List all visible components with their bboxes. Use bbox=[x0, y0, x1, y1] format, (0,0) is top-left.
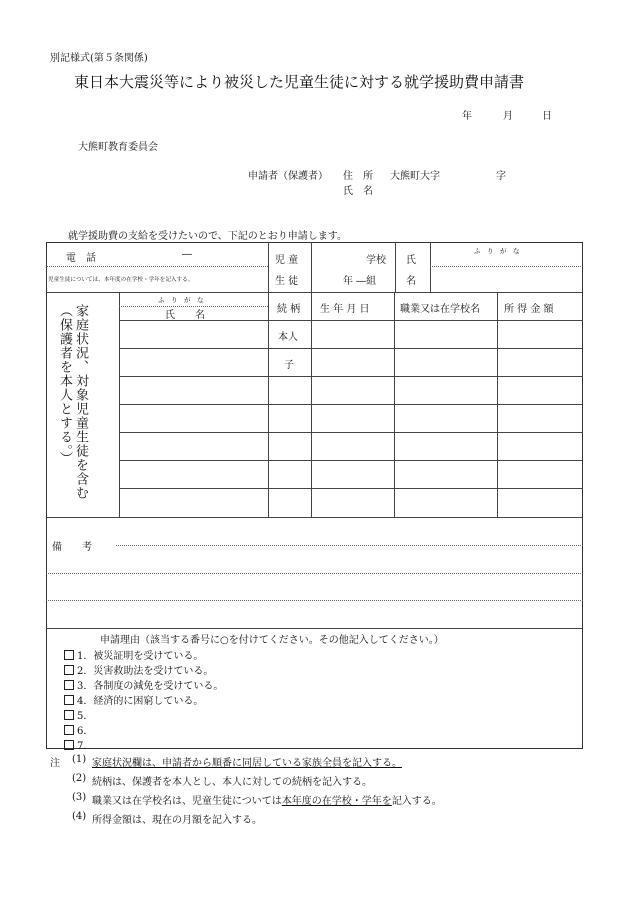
reasons-header: 申請理由（該当する番号に○を付けてください。その他記入してください。） bbox=[100, 635, 444, 646]
student-furigana: ふ り が な bbox=[474, 247, 520, 255]
reason-option-4[interactable]: 4．経済的に困窮している。 bbox=[64, 692, 203, 707]
checkbox-icon[interactable] bbox=[64, 665, 74, 675]
school-name-field[interactable]: 学校 bbox=[366, 255, 386, 266]
checkbox-icon[interactable] bbox=[64, 740, 74, 750]
note-number: (4) bbox=[72, 811, 87, 822]
applicant-label: 申請者（保護者） bbox=[248, 171, 328, 182]
note-1: 家庭状況欄は、申請者から順番に同居している家族全員を記入する。 bbox=[92, 758, 402, 769]
student-label-2: 生 徒 bbox=[275, 276, 299, 287]
remarks-field[interactable] bbox=[120, 520, 580, 624]
reason-option-3[interactable]: 3．各制度の減免を受けている。 bbox=[64, 677, 223, 692]
note-number: (2) bbox=[72, 773, 87, 784]
col-relation-header: 続 柄 bbox=[277, 304, 301, 315]
note-number: (1) bbox=[72, 754, 87, 765]
col-birth-header: 生 年 月 日 bbox=[320, 304, 370, 315]
family-furigana: ふ り が な bbox=[158, 296, 204, 304]
reason-option-5[interactable]: 5． bbox=[64, 707, 93, 722]
phone-value[interactable]: ― bbox=[182, 249, 192, 260]
family-section-label: 家庭状況、対象児童生徒を含む（保護者を本人とする。） bbox=[57, 304, 88, 500]
grade-class-field[interactable]: 年 ―組 bbox=[343, 276, 377, 287]
note-2: 続柄は、保護者を本人とし、本人に対しての続柄を記入する。 bbox=[92, 777, 372, 788]
aza-label: 字 bbox=[496, 171, 506, 182]
checkbox-icon[interactable] bbox=[64, 650, 74, 660]
col-job-header: 職業又は在学校名 bbox=[400, 304, 480, 315]
note-3: 職業又は在学校名は、児童生徒については本年度の在学校・学年を記入する。 bbox=[92, 796, 442, 807]
checkbox-icon[interactable] bbox=[64, 695, 74, 705]
date-year-label: 年 bbox=[462, 111, 472, 122]
col-income-header: 所 得 金 額 bbox=[504, 304, 554, 315]
reason-option-6[interactable]: 6． bbox=[64, 722, 93, 737]
address-value[interactable]: 大熊町大字 bbox=[390, 171, 440, 182]
relation-cell[interactable]: 子 bbox=[284, 360, 294, 371]
date-month-label: 月 bbox=[503, 111, 513, 122]
school-note: 児童生徒については、本年度の在学校・学年を記入する。 bbox=[48, 277, 194, 283]
address-label: 住 所 bbox=[343, 171, 373, 182]
student-name-label-2: 名 bbox=[406, 276, 416, 287]
checkbox-icon[interactable] bbox=[64, 680, 74, 690]
applicant-name-label: 氏 名 bbox=[343, 186, 373, 197]
col-name-header: 氏 名 bbox=[165, 310, 205, 321]
student-name-field[interactable] bbox=[432, 268, 580, 290]
student-label-1: 児 童 bbox=[275, 255, 299, 266]
date-day-label: 日 bbox=[542, 111, 552, 122]
page-title: 東日本大震災等により被災した児童生徒に対する就学援助費申請書 bbox=[74, 73, 525, 91]
reason-option-2[interactable]: 2．災害救助法を受けている。 bbox=[64, 662, 213, 677]
intro-text: 就学援助費の支給を受けたいので、下記のとおり申請します。 bbox=[68, 231, 347, 242]
note-number: (3) bbox=[72, 792, 87, 803]
addressee: 大熊町教育委員会 bbox=[78, 142, 158, 153]
notes-label: 注 bbox=[50, 758, 60, 769]
checkbox-icon[interactable] bbox=[64, 725, 74, 735]
relation-cell[interactable]: 本人 bbox=[278, 332, 298, 343]
remarks-label: 備 考 bbox=[52, 542, 92, 553]
phone-label: 電 話 bbox=[66, 253, 96, 264]
note-4: 所得金額は、現在の月額を記入する。 bbox=[92, 815, 262, 826]
reason-option-7[interactable]: 7． bbox=[64, 737, 93, 752]
checkbox-icon[interactable] bbox=[64, 710, 74, 720]
student-name-label-1: 氏 bbox=[406, 255, 416, 266]
reason-option-1[interactable]: 1．被災証明を受けている。 bbox=[64, 647, 203, 662]
form-reference: 別記様式(第５条関係) bbox=[50, 53, 148, 64]
